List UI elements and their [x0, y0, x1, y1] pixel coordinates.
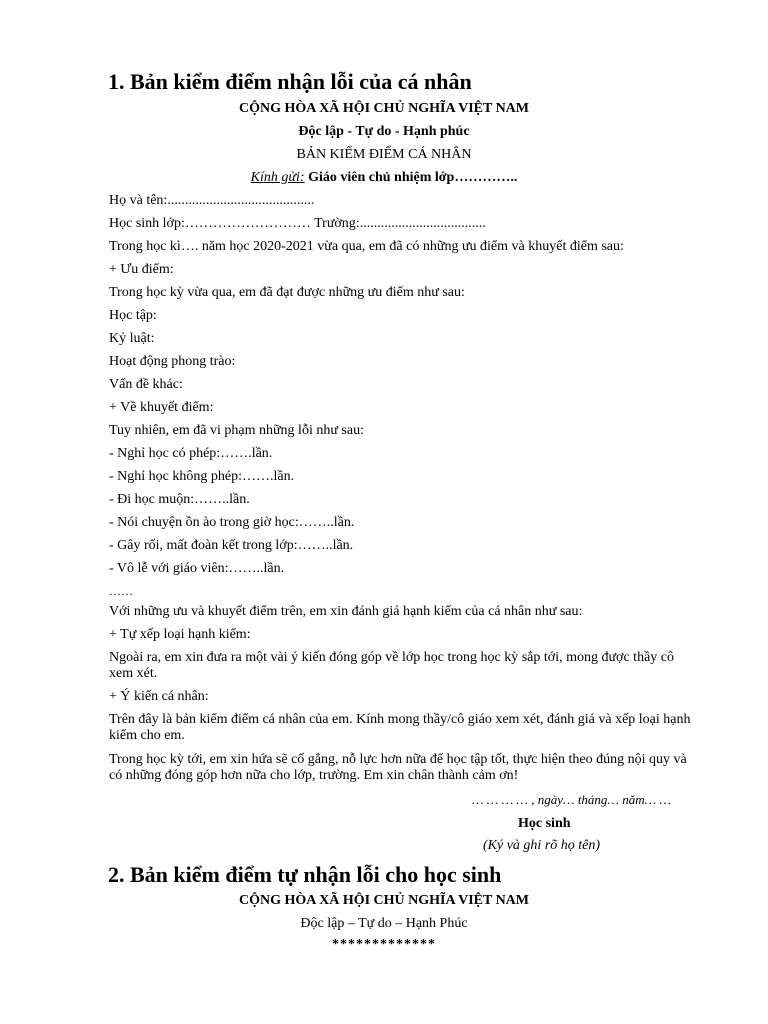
field-class-school: Học sinh lớp:……………………… Trường:.................................... — [109, 216, 486, 231]
self-assessment-intro: Với những ưu và khuyết điểm trên, em xin đánh giá hạnh kiểm của cá nhân như sau: — [109, 604, 583, 619]
violation-unexcused-absence: - Nghỉ học không phép:…….lần. — [109, 469, 295, 484]
recipient-label: Kính gửi: — [250, 170, 305, 185]
weaknesses-heading: + Về khuyết điểm: — [109, 400, 214, 415]
violation-excused-absence: - Nghỉ học có phép:…….lần. — [109, 446, 273, 461]
strengths-heading: + Ưu điểm: — [109, 262, 174, 277]
motto: Độc lập - Tự do - Hạnh phúc — [298, 124, 470, 139]
violation-talking: - Nói chuyện ồn ào trong giờ học:……..lần. — [109, 515, 355, 530]
section2-motto: Độc lập – Tự do – Hạnh Phúc — [300, 916, 468, 931]
conduct-rating-heading: + Tự xếp loại hạnh kiểm: — [109, 627, 251, 642]
weaknesses-intro: Tuy nhiên, em đã vi phạm những lỗi như sau: — [109, 423, 364, 438]
request-paragraph: Trên đây là bản kiểm điểm cá nhân của em. Kính mong thầy/cô giáo xem xét, đánh giá và xếp loại hạnh kiểm cho em. — [109, 712, 691, 743]
date-line: … … … … , ngày… tháng… năm… … — [472, 792, 671, 807]
section2-heading: 2. Bản kiểm điểm tự nhận lỗi cho học sinh — [108, 862, 502, 887]
suggestion-paragraph: Ngoài ra, em xin đưa ra một vài ý kiến đóng góp về lớp học trong học kỳ sắp tới, mong được thầy cô xem xét. — [109, 650, 674, 681]
personal-opinion-heading: + Ý kiến cá nhân: — [109, 689, 209, 704]
field-discipline: Kỷ luật: — [109, 331, 155, 346]
promise-paragraph: Trong học kỳ tới, em xin hứa sẽ cố gắng, nỗ lực hơn nữa để học tập tốt, thực hiện theo đúng nội quy và có những đóng góp hơn nữa cho lớp, trường. Em xin chân thành cảm ơn! — [109, 752, 687, 783]
ellipsis-line: …… — [109, 584, 133, 598]
field-full-name: Họ và tên:.......................................... — [109, 193, 315, 208]
violation-late: - Đi học muộn:……..lần. — [109, 492, 250, 507]
strengths-intro: Trong học kỳ vừa qua, em đã đạt được những ưu điểm như sau: — [109, 285, 465, 300]
signer-title: Học sinh — [518, 816, 571, 831]
section1-heading: 1. Bản kiểm điểm nhận lỗi của cá nhân — [108, 69, 472, 94]
decorative-stars: ************* — [332, 937, 436, 952]
field-activities: Hoạt động phong trào: — [109, 354, 236, 369]
recipient-value: Giáo viên chủ nhiệm lớp………….. — [304, 170, 518, 185]
country-name: CỘNG HÒA XÃ HỘI CHỦ NGHĨA VIỆT NAM — [238, 101, 529, 116]
signer-note: (Ký và ghi rõ họ tên) — [483, 838, 601, 853]
section2-country-name: CỘNG HÒA XÃ HỘI CHỦ NGHĨA VIỆT NAM — [238, 893, 529, 908]
recipient-line — [0, 170, 768, 186]
intro-line: Trong học kì…. năm học 2020-2021 vừa qua, em đã có những ưu điểm và khuyết điểm sau: — [109, 239, 624, 254]
violation-disruption: - Gây rối, mất đoàn kết trong lớp:……..lần. — [109, 538, 354, 553]
document-title: BẢN KIỂM ĐIỂM CÁ NHÂN — [296, 147, 472, 162]
field-study: Học tập: — [109, 308, 157, 323]
field-other: Vấn đề khác: — [109, 377, 183, 392]
violation-disrespect: - Vô lễ với giáo viên:……..lần. — [109, 561, 285, 576]
